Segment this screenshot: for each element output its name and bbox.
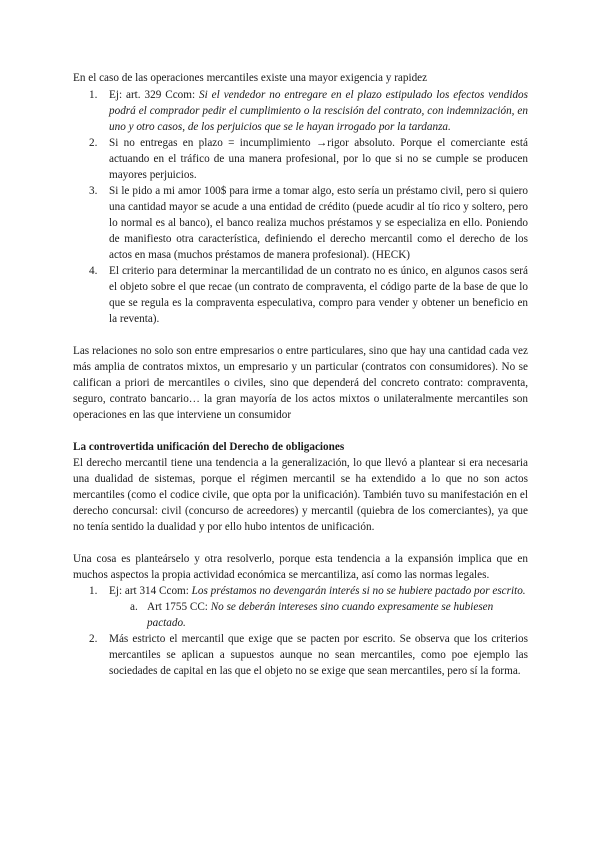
list-text: El criterio para determinar la mercantilidad de un contrato no es único, en algunos casos será el objeto sobre el que recae (un contrato de compraventa, el código parte de la base de que lo que se regula es la compraventa especulativa, compro para vender y obtener un beneficio en la reventa). (109, 265, 528, 325)
list-ejemplos-continued (73, 631, 528, 679)
list-item (73, 583, 528, 599)
intro-paragraph: En el caso de las operaciones mercantiles existe una mayor exigencia y rapidez (73, 72, 428, 84)
list-text: Ej: art 314 Ccom: (109, 585, 192, 597)
paragraph-relaciones: Las relaciones no solo son entre empresarios o entre particulares, sino que hay una cantidad cada vez más amplia de contratos mixtos, un empresario y un particular (contratos con consumidores). No se califican a priori de mercantiles o civiles, sino que dependerá del concreto contrato: compraventa, seguro, contrato bancario… la gran mayoría de los actos mixtos o unilateralmente mercantiles son operaciones en las que interviene un consumidor (73, 345, 528, 421)
article-quote: Los préstamos no devengarán interés si no se hubiere pactado por escrito. (191, 585, 526, 597)
paragraph-derecho-mercantil: El derecho mercantil tiene una tendencia a la generalización, lo que llevó a plantear si era necesaria una dualidad de sistemas, porque el régimen mercantil se ha extendido a lo que no son actos mercantiles (como el codice civile, que opta por la unificación). También tuvo su manifestación en el derecho concursal: civil (concurso de acreedores) y mercantil (quiebra de los comerciantes), ya que no tenía sentido la dualidad y por ello hubo intentos de unificación. (73, 457, 528, 533)
list-operaciones (73, 87, 528, 327)
list-number: 3. (89, 185, 98, 197)
list-number: 2. (89, 633, 98, 645)
article-quote: No se deberán intereses sino cuando expresamente se hubiesen pactado. (147, 601, 494, 629)
list-text: Más estricto el mercantil que exige que se pacten por escrito. Se observa que los criterios mercantiles se aplican a supuestos aunque no sean mercantiles, como poe ejemplo las sociedades de capital en las que el objeto no se exige que sean mercantiles, pero sí la forma. (109, 633, 528, 677)
list-item (73, 135, 528, 183)
paragraph-expansion: Una cosa es planteárselo y otra resolverlo, porque esta tendencia a la expansión implica que en muchos aspectos la propia actividad económica se mercantiliza, así como las normas legales. (73, 553, 528, 581)
list-number: 1. (89, 585, 98, 597)
sub-list-text: Art 1755 CC: (147, 601, 211, 613)
article-quote: Si el vendedor no entregare en el plazo estipulado los efectos vendidos podrá el comprador pedir el cumplimiento o la rescisión del contrato, con indemnización, en uno y otro casos, de los perjuicios que se le hayan irrogado por la tardanza. (109, 89, 529, 133)
list-number: 1. (89, 89, 98, 101)
sub-list-item (73, 599, 528, 631)
list-text: Ej: art. 329 Ccom: (109, 89, 200, 101)
list-item (73, 263, 528, 327)
list-item (73, 87, 528, 135)
document-body (73, 70, 528, 679)
sub-list-letter: a. (130, 601, 138, 613)
list-text: Si le pido a mi amor 100$ para irme a tomar algo, esto sería un préstamo civil, pero si quiero una cantidad mayor se acude a una entidad de crédito (puede acudir al tío rico y soltero, pero lo normal es al banco), el banco realiza muchos préstamos y se especializa en ello. Poniendo de manifiesto otra característica, definiendo el derecho mercantil como el derecho de los actos en masa (muchos préstamos de manera profesional). (HECK) (109, 185, 528, 261)
list-text: Si no entregas en plazo = incumplimiento →rigor absoluto. Porque el comerciante está actuando en el tráfico de una manera profesional, por lo que si no se cumple se producen mayores perjuicios. (109, 137, 528, 181)
list-item (73, 631, 528, 679)
list-ejemplos (73, 583, 528, 599)
section-heading: La controvertida unificación del Derecho de obligaciones (73, 441, 345, 453)
list-number: 4. (89, 265, 98, 277)
list-item (73, 183, 528, 263)
list-number: 2. (89, 137, 98, 149)
